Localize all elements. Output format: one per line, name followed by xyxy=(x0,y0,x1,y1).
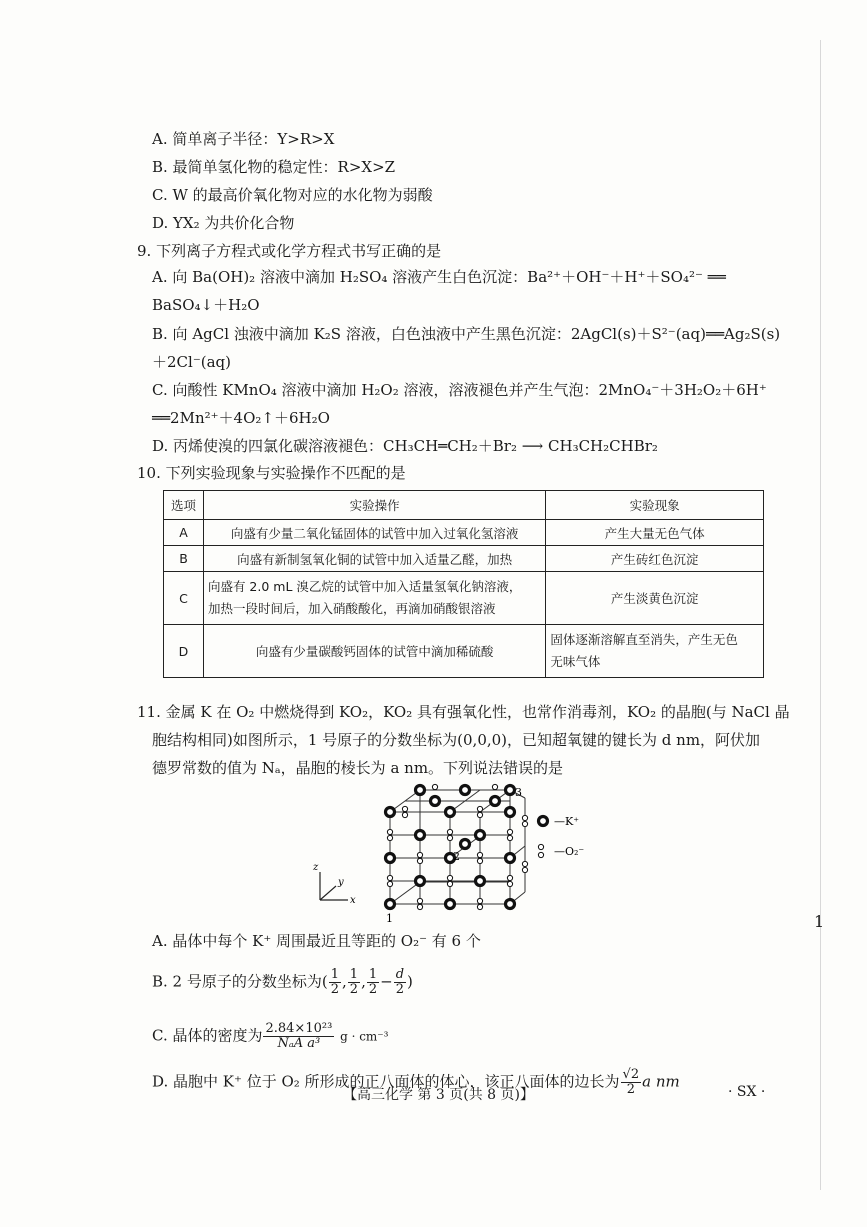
cube-edges xyxy=(390,790,525,904)
q9-option-a-line2: BaSO₄↓＋H₂O xyxy=(152,296,260,314)
table-cell-phenomenon: 产生大量无色气体 xyxy=(546,520,764,546)
minus-sign: − xyxy=(380,972,393,991)
atom-2-label: 2 xyxy=(453,850,460,863)
table-cell-option: B xyxy=(164,546,204,572)
atom-3-label: 3 xyxy=(515,786,522,799)
q9-option-b-line1: B. 向 AgCl 浊液中滴加 K₂S 溶液，白色浊液中产生黑色沉淀：2AgCl(s)＋S²⁻(aq)══Ag₂S(s) xyxy=(152,325,781,343)
page-footer: 【高三化学 第 3 页(共 8 页)】 xyxy=(343,1087,534,1103)
axis-x-label: x xyxy=(350,895,356,906)
half-fraction: $\frac{1}{2}$ xyxy=(330,967,340,997)
table-header-row xyxy=(164,491,764,520)
table-cell-operation xyxy=(203,572,545,625)
crystal-cell-diagram xyxy=(310,782,610,924)
q11-option-a: A. 晶体中每个 K⁺ 周围最近且等距的 O₂⁻ 有 6 个 xyxy=(152,932,481,950)
option-d-prefix: D. 晶胞中 K⁺ 位于 O₂ 所形成的正八面体的体心，该正八面体的边长为 xyxy=(152,1072,620,1091)
table-header: 实验操作 xyxy=(203,491,545,520)
q9-option-c-line2: ══2Mn²⁺＋4O₂↑＋6H₂O xyxy=(152,409,330,427)
density-fraction: $\frac{\text{2.84×10²³}}{\text{NₐA a³}}$ xyxy=(265,1021,333,1051)
operation-line: 加热一段时间后，加入硝酸酸化，再滴加硝酸银溶液 xyxy=(207,601,496,616)
axis-z-label: z xyxy=(313,862,319,873)
q9-option-b-line2: ＋2Cl⁻(aq) xyxy=(152,353,231,371)
q11-stem-line2: 胞结构相同)如图所示，1 号原子的分数坐标为(0,0,0)，已知超氧键的键长为 d nm，阿伏加 xyxy=(152,731,761,749)
table-cell-operation: 向盛有新制氢氧化铜的试管中加入适量乙醛，加热 xyxy=(203,546,545,572)
table-cell-operation: 向盛有少量二氧化锰固体的试管中加入过氧化氢溶液 xyxy=(203,520,545,546)
table-row xyxy=(164,546,764,572)
q8-option-b: B. 最简单氢化物的稳定性：R>X>Z xyxy=(152,158,396,176)
experiment-table xyxy=(163,490,764,678)
axis-y-label: y xyxy=(338,877,344,888)
table-row xyxy=(164,520,764,546)
table-cell-phenomenon: 产生淡黄色沉淀 xyxy=(546,572,764,625)
table-cell-operation: 向盛有少量碳酸钙固体的试管中滴加稀硫酸 xyxy=(203,625,545,678)
q10-stem: 10. 下列实验现象与实验操作不匹配的是 xyxy=(137,464,406,482)
k-legend-icon xyxy=(539,817,548,826)
option-d-suffix: a nm xyxy=(642,1072,680,1091)
table-cell-option: A xyxy=(164,520,204,546)
legend-k-label: —K⁺ xyxy=(554,815,580,828)
table-row xyxy=(164,572,764,625)
q11-option-b: B. 2 号原子的分数坐标为( $\frac{1}{2}$ , $\frac{1}{2}$ , $\frac{1}{2}$ − $\frac{d}{2}$ ) xyxy=(152,967,413,997)
edge-fraction: $\frac{√2}{2}$ xyxy=(622,1067,640,1097)
half-fraction: $\frac{1}{2}$ xyxy=(368,967,378,997)
table-cell-phenomenon: 产生砖红色沉淀 xyxy=(546,546,764,572)
option-b-prefix: B. 2 号原子的分数坐标为( xyxy=(152,972,328,991)
q8-option-d: D. YX₂ 为共价化合物 xyxy=(152,214,295,232)
footer-code: · SX · xyxy=(728,1084,766,1100)
q11-stem-line1: 11. 金属 K 在 O₂ 中燃烧得到 KO₂，KO₂ 具有强氧化性，也常作消毒剂，KO₂ 的晶胞(与 NaCl 晶 xyxy=(137,703,790,721)
option-c-prefix: C. 晶体的密度为 xyxy=(152,1026,263,1045)
q9-option-c-line1: C. 向酸性 KMnO₄ 溶液中滴加 H₂O₂ 溶液，溶液褪色并产生气泡：2MnO₄⁻＋3H₂O₂＋6H⁺ xyxy=(152,381,767,399)
page-edge xyxy=(820,40,821,1190)
density-unit: g · cm⁻³ xyxy=(340,1029,389,1044)
q8-option-c: C. W 的最高价氧化物对应的水化物为弱酸 xyxy=(152,186,433,204)
table-cell-option: D xyxy=(164,625,204,678)
axes-icon xyxy=(320,872,348,900)
d-fraction: $\frac{d}{2}$ xyxy=(395,967,405,997)
table-header: 选项 xyxy=(164,491,204,520)
operation-line: 向盛有 2.0 mL 溴乙烷的试管中加入适量氢氧化钠溶液， xyxy=(207,579,522,594)
o2-legend-icon xyxy=(538,844,543,849)
table-cell-option: C xyxy=(164,572,204,625)
q9-option-d: D. 丙烯使溴的四氯化碳溶液褪色：CH₃CH═CH₂＋Br₂ ⟶ CH₃CH₂CHBr₂ xyxy=(152,437,658,455)
phenomenon-line: 无味气体 xyxy=(550,654,601,669)
q8-option-a: A. 简单离子半径：Y>R>X xyxy=(152,130,335,148)
q9-stem: 9. 下列离子方程式或化学方程式书写正确的是 xyxy=(137,242,442,260)
margin-mark: 1 xyxy=(814,912,825,931)
table-cell-phenomenon xyxy=(546,625,764,678)
table-header: 实验现象 xyxy=(546,491,764,520)
table-row xyxy=(164,625,764,678)
q9-option-a-line1: A. 向 Ba(OH)₂ 溶液中滴加 H₂SO₄ 溶液产生白色沉淀：Ba²⁺＋OH⁻＋H⁺＋SO₄²⁻ ══ xyxy=(152,268,726,286)
atom-1-label: 1 xyxy=(386,912,393,924)
q11-stem-line3: 德罗常数的值为 Nₐ，晶胞的棱长为 a nm。下列说法错误的是 xyxy=(152,759,564,777)
legend-o2-label: —O₂⁻ xyxy=(554,845,585,858)
half-fraction: $\frac{1}{2}$ xyxy=(349,967,359,997)
option-b-close: ) xyxy=(407,972,413,991)
q11-option-c xyxy=(152,1022,388,1051)
phenomenon-line: 固体逐渐溶解直至消失，产生无色 xyxy=(550,632,738,647)
